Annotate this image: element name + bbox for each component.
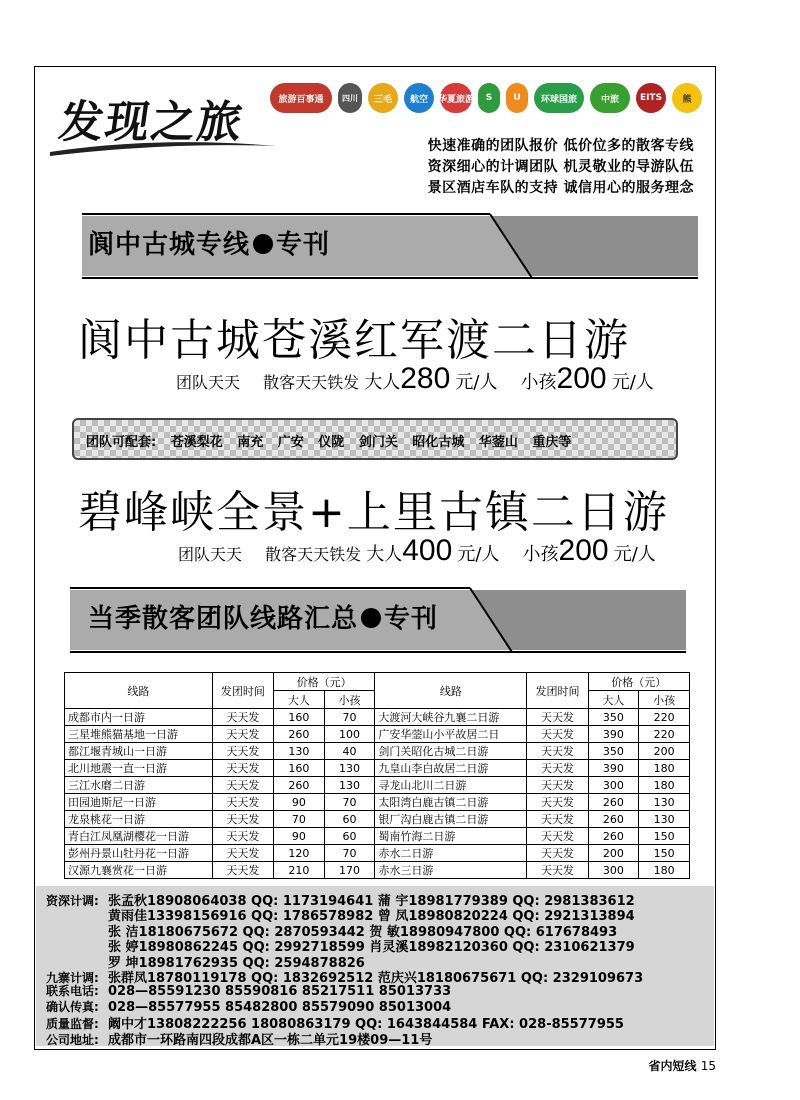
price-cell: 70: [274, 811, 325, 828]
price-cell: 260: [274, 777, 325, 794]
departure-cell: 天天发: [527, 862, 588, 879]
contact-text: 阚中才13808222256 18080863179 QQ: 1643844584 FAX: 028-85577955: [108, 1017, 624, 1033]
partner-logo: 三毛: [368, 83, 398, 113]
price-line: [176, 362, 654, 396]
route-title: 阆中古城苍溪红军渡二日游: [78, 315, 630, 366]
price-cell: 100: [324, 726, 375, 743]
price-cell: 220: [639, 709, 690, 726]
price-cell: 180: [639, 760, 690, 777]
price-cell: 60: [324, 811, 375, 828]
departure-cell: 天天发: [527, 743, 588, 760]
scatter-schedule: 散客天天铁发: [265, 545, 362, 564]
section-banner-langzhong: [70, 210, 698, 280]
child-label: 小孩: [520, 372, 557, 393]
price-cell: 260: [588, 794, 639, 811]
route-cell: 太阳湾白鹿古镇二日游: [375, 794, 527, 811]
price-cell: 70: [324, 794, 375, 811]
departure-cell: 天天发: [212, 743, 273, 760]
banner-title-b: 专刊: [384, 604, 439, 634]
price-cell: 300: [588, 862, 639, 879]
departure-cell: 天天发: [527, 709, 588, 726]
route-cell: 赤水三日游: [375, 862, 527, 879]
departure-cell: 天天发: [527, 794, 588, 811]
col-header-adult: 大人: [274, 691, 325, 709]
contact-text: 成都市一环路南四段成都A区一栋二单元19楼09—11号: [108, 1032, 433, 1048]
price-cell: 120: [274, 845, 325, 862]
departure-cell: 天天发: [212, 845, 273, 862]
departure-cell: 天天发: [212, 811, 273, 828]
price-cell: 40: [324, 743, 375, 760]
route-cell: 赤水二日游: [375, 845, 527, 862]
col-header-departure: 发团时间: [527, 673, 588, 709]
col-header-adult: 大人: [588, 691, 639, 709]
price-cell: 200: [588, 845, 639, 862]
slogan-line: 景区酒店车队的支持 诚信用心的服务理念: [427, 180, 694, 196]
route-cell: 剑门关昭化古城二日游: [375, 743, 527, 760]
partner-logos: [270, 80, 710, 116]
contact-row: [46, 1029, 432, 1048]
departure-cell: 天天发: [212, 862, 273, 879]
child-price: 200: [556, 362, 607, 395]
contact-text: 张 婷18980862245 QQ: 2992718599 肖灵溪18982120360 QQ: 2310621379: [108, 940, 635, 956]
table-row: [65, 794, 690, 811]
departure-cell: 天天发: [212, 777, 273, 794]
partner-logo: U: [506, 83, 528, 113]
route-cell: 三星堆熊猫基地一日游: [65, 726, 213, 743]
contact-label: 九寨计调:: [46, 971, 99, 985]
departure-cell: 天天发: [527, 828, 588, 845]
route-cell: 成都市内一日游: [65, 709, 213, 726]
price-cell: 350: [588, 743, 639, 760]
price-unit: 元/人: [457, 544, 500, 565]
banner-title-b: 专刊: [276, 230, 331, 260]
table-row: [65, 845, 690, 862]
table-row: [65, 777, 690, 794]
price-cell: 90: [274, 794, 325, 811]
table-row: [65, 862, 690, 879]
partner-logo: EITS: [636, 83, 666, 113]
departure-cell: 天天发: [527, 760, 588, 777]
partner-logo: 四川: [338, 83, 362, 113]
footer-section: 省内短线: [648, 1059, 697, 1073]
contact-label: 质量监督:: [46, 1017, 99, 1032]
adult-label: 大人: [366, 544, 403, 565]
price-unit: 元/人: [613, 544, 656, 565]
route-cell: 龙泉桃花一日游: [65, 811, 213, 828]
price-cell: 260: [274, 726, 325, 743]
price-cell: 130: [274, 743, 325, 760]
departure-cell: 天天发: [527, 811, 588, 828]
table-row: [65, 811, 690, 828]
price-cell: 150: [639, 845, 690, 862]
slogans: [428, 136, 694, 199]
table-row: [65, 828, 690, 845]
price-unit: 元/人: [611, 372, 654, 393]
price-cell: 60: [324, 828, 375, 845]
price-cell: 170: [324, 862, 375, 879]
price-cell: 160: [274, 760, 325, 777]
route-cell: 田园迪斯尼一日游: [65, 794, 213, 811]
departure-cell: 天天发: [527, 777, 588, 794]
banner-title: [88, 224, 330, 261]
departure-cell: 天天发: [527, 726, 588, 743]
departure-cell: 天天发: [212, 726, 273, 743]
logo-text: 发现之旅: [55, 97, 247, 148]
price-cell: 130: [639, 794, 690, 811]
bullet-dot: [253, 234, 273, 254]
partner-logo: S: [478, 83, 500, 113]
departure-cell: 天天发: [212, 709, 273, 726]
route-cell: 都江堰青城山一日游: [65, 743, 213, 760]
price-cell: 210: [274, 862, 325, 879]
page-footer: [649, 1057, 716, 1074]
contacts-panel: [36, 886, 714, 1046]
bullet-dot: [361, 608, 381, 628]
adult-label: 大人: [364, 372, 401, 393]
price-cell: 300: [588, 777, 639, 794]
col-header-departure: 发团时间: [212, 673, 273, 709]
price-cell: 160: [274, 709, 325, 726]
child-price: 200: [558, 534, 609, 567]
route-cell: 青白江凤凰湖樱花一日游: [65, 828, 213, 845]
banner-title: [88, 598, 438, 635]
price-line: [178, 534, 656, 568]
child-label: 小孩: [522, 544, 559, 565]
col-header-price: 价格（元）: [588, 673, 689, 691]
table-row: [65, 760, 690, 777]
col-header-child: 小孩: [639, 691, 690, 709]
page-number: 15: [700, 1059, 716, 1073]
route-cell: 银厂沟白鹿古镇二日游: [375, 811, 527, 828]
partner-logo: 环球国旅: [534, 83, 584, 113]
partner-logo: 航空: [404, 83, 434, 113]
partner-logo: 旅游百事通: [270, 83, 332, 113]
contact-label: 联系电话:: [46, 984, 99, 999]
package-scroll: [72, 418, 678, 460]
route-cell: 三江水磨二日游: [65, 777, 213, 794]
route-cell: 北川地震一直一日游: [65, 760, 213, 777]
departure-cell: 天天发: [527, 845, 588, 862]
banner-title-a: 阆中古城专线: [88, 230, 251, 260]
route-title: 碧峰峡全景+上里古镇二日游: [78, 487, 669, 538]
price-cell: 390: [588, 726, 639, 743]
contact-label: 资深计调:: [46, 894, 99, 908]
price-cell: 90: [274, 828, 325, 845]
table-row: [65, 743, 690, 760]
route-cell: 蜀南竹海二日游: [375, 828, 527, 845]
slogan-line: 快速准确的团队报价 低价位多的散客专线: [427, 138, 694, 154]
team-schedule: 团队天天: [176, 373, 241, 392]
table-row: [65, 726, 690, 743]
price-cell: 220: [639, 726, 690, 743]
col-header-price: 价格（元）: [274, 673, 375, 691]
contact-text: 028—85591230 85590816 85217511 85013733: [108, 984, 452, 1000]
price-cell: 350: [588, 709, 639, 726]
section-banner-summary: [70, 584, 698, 654]
price-cell: 260: [588, 811, 639, 828]
price-cell: 180: [639, 777, 690, 794]
partner-logo: 熊: [672, 83, 702, 113]
price-cell: 150: [639, 828, 690, 845]
price-cell: 130: [324, 760, 375, 777]
departure-cell: 天天发: [212, 828, 273, 845]
contact-text: 张群凤18780119178 QQ: 1832692512 范庆兴18180675671 QQ: 2329109673: [108, 971, 644, 986]
contact-text: 黄雨佳13398156916 QQ: 1786578982 曾 凤18980820224 QQ: 2921313894: [108, 909, 635, 925]
contact-text: 028—85577955 85482800 85579090 85013004: [108, 999, 452, 1015]
partner-logo: 华夏旅游: [440, 83, 472, 113]
price-cell: 260: [588, 828, 639, 845]
scatter-schedule: 散客天天铁发: [263, 373, 360, 392]
adult-price: 400: [402, 534, 453, 567]
team-schedule: 团队天天: [178, 545, 243, 564]
price-cell: 200: [639, 743, 690, 760]
price-cell: 390: [588, 760, 639, 777]
contact-text: 张 洁18180675672 QQ: 2870593442 贺 敏18980947800 QQ: 617678493: [108, 924, 618, 940]
adult-price: 280: [400, 362, 451, 395]
route-cell: 广安华蓥山小平故居二日: [375, 726, 527, 743]
price-cell: 70: [324, 845, 375, 862]
banner-title-a: 当季散客团队线路汇总: [88, 604, 359, 634]
departure-cell: 天天发: [212, 794, 273, 811]
price-cell: 130: [324, 777, 375, 794]
partner-logo: 中旅: [590, 83, 630, 113]
contact-label: 公司地址:: [46, 1032, 99, 1047]
contact-text: 罗 坤18981762935 QQ: 2594878826: [108, 955, 365, 971]
route-cell: 九皇山李白故居二日游: [375, 760, 527, 777]
contact-label: 确认传真:: [46, 999, 99, 1014]
col-header-route: 线路: [65, 673, 213, 709]
slogan-line: 资深细心的计调团队 机灵敬业的导游队伍: [427, 159, 694, 175]
col-header-route: 线路: [375, 673, 527, 709]
contact-text: 张孟秋18908064038 QQ: 1173194641 蒲 宇18981779389 QQ: 2981383612: [108, 894, 635, 909]
route-cell: 汉源九襄赏花一日游: [65, 862, 213, 879]
route-cell: 寻龙山北川二日游: [375, 777, 527, 794]
col-header-child: 小孩: [324, 691, 375, 709]
route-cell: 大渡河大峡谷九襄二日游: [375, 709, 527, 726]
price-cell: 180: [639, 862, 690, 879]
route-price-table: [64, 672, 690, 879]
price-cell: 130: [639, 811, 690, 828]
price-unit: 元/人: [455, 372, 498, 393]
table-row: [65, 709, 690, 726]
price-cell: 70: [324, 709, 375, 726]
package-text: 团队可配套: 苍溪梨花 南充 广安 仪陇 剑门关 昭化古城 华蓥山 重庆等: [86, 435, 572, 450]
departure-cell: 天天发: [212, 760, 273, 777]
route-cell: 彭州丹景山牡丹花一日游: [65, 845, 213, 862]
